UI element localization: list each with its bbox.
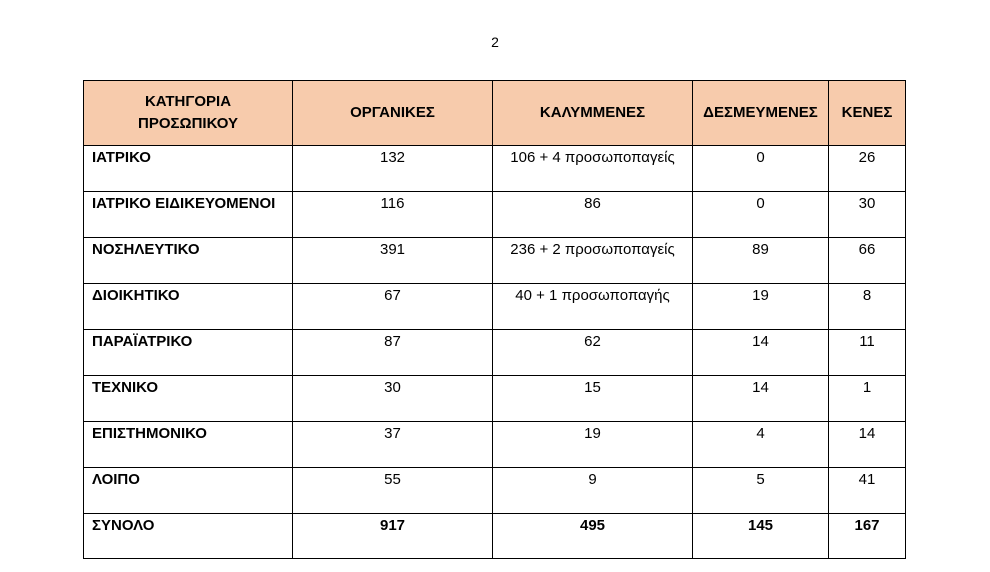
row-desmevmenes: 5: [693, 468, 829, 514]
total-desmevmenes: 145: [693, 514, 829, 559]
row-organikes: 116: [293, 192, 493, 238]
row-desmevmenes: 19: [693, 284, 829, 330]
total-kenes: 167: [829, 514, 906, 559]
row-kenes: 8: [829, 284, 906, 330]
row-desmevmenes: 14: [693, 330, 829, 376]
row-kenes: 11: [829, 330, 906, 376]
row-kenes: 41: [829, 468, 906, 514]
row-organikes: 67: [293, 284, 493, 330]
row-desmevmenes: 4: [693, 422, 829, 468]
total-kalymmenes: 495: [493, 514, 693, 559]
row-desmevmenes: 0: [693, 146, 829, 192]
row-category: ΤΕΧΝΙΚΟ: [84, 376, 293, 422]
row-kenes: 26: [829, 146, 906, 192]
table-row: [84, 284, 906, 330]
row-category: ΛΟΙΠΟ: [84, 468, 293, 514]
row-kalymmenes: 40 + 1 προσωποπαγής: [493, 284, 693, 330]
row-organikes: 55: [293, 468, 493, 514]
row-kenes: 66: [829, 238, 906, 284]
table-row: [84, 422, 906, 468]
row-kalymmenes: 19: [493, 422, 693, 468]
total-label: ΣΥΝΟΛΟ: [84, 514, 293, 559]
row-kenes: 30: [829, 192, 906, 238]
table-header-row: [84, 81, 906, 146]
row-kalymmenes: 236 + 2 προσωποπαγείς: [493, 238, 693, 284]
table-row: [84, 238, 906, 284]
table-row: [84, 192, 906, 238]
row-kenes: 14: [829, 422, 906, 468]
row-desmevmenes: 89: [693, 238, 829, 284]
row-desmevmenes: 14: [693, 376, 829, 422]
row-kalymmenes: 15: [493, 376, 693, 422]
header-desmevmenes: ΔΕΣΜΕΥΜΕΝΕΣ: [693, 81, 829, 146]
row-organikes: 87: [293, 330, 493, 376]
row-category: ΙΑΤΡΙΚΟ ΕΙΔΙΚΕΥΟΜΕΝΟΙ: [84, 192, 293, 238]
total-row: [84, 514, 906, 559]
row-kalymmenes: 86: [493, 192, 693, 238]
table-row: [84, 468, 906, 514]
row-kenes: 1: [829, 376, 906, 422]
header-category: ΚΑΤΗΓΟΡΙΑ ΠΡΟΣΩΠΙΚΟΥ: [84, 81, 293, 146]
header-organikes: ΟΡΓΑΝΙΚΕΣ: [293, 81, 493, 146]
header-kenes: ΚΕΝΕΣ: [829, 81, 906, 146]
row-kalymmenes: 9: [493, 468, 693, 514]
page-number: 2: [491, 34, 499, 50]
row-organikes: 37: [293, 422, 493, 468]
row-organikes: 30: [293, 376, 493, 422]
row-category: ΠΑΡΑΪΑΤΡΙΚΟ: [84, 330, 293, 376]
staff-table: [83, 80, 906, 559]
row-organikes: 391: [293, 238, 493, 284]
row-category: ΔΙΟΙΚΗΤΙΚΟ: [84, 284, 293, 330]
row-desmevmenes: 0: [693, 192, 829, 238]
row-kalymmenes: 106 + 4 προσωποπαγείς: [493, 146, 693, 192]
table-row: [84, 376, 906, 422]
row-category: ΝΟΣΗΛΕΥΤΙΚΟ: [84, 238, 293, 284]
row-category: ΙΑΤΡΙΚΟ: [84, 146, 293, 192]
row-organikes: 132: [293, 146, 493, 192]
header-kalymmenes: ΚΑΛΥΜΜΕΝΕΣ: [493, 81, 693, 146]
table-row: [84, 330, 906, 376]
row-category: ΕΠΙΣΤΗΜΟΝΙΚΟ: [84, 422, 293, 468]
total-organikes: 917: [293, 514, 493, 559]
table-row: [84, 146, 906, 192]
row-kalymmenes: 62: [493, 330, 693, 376]
